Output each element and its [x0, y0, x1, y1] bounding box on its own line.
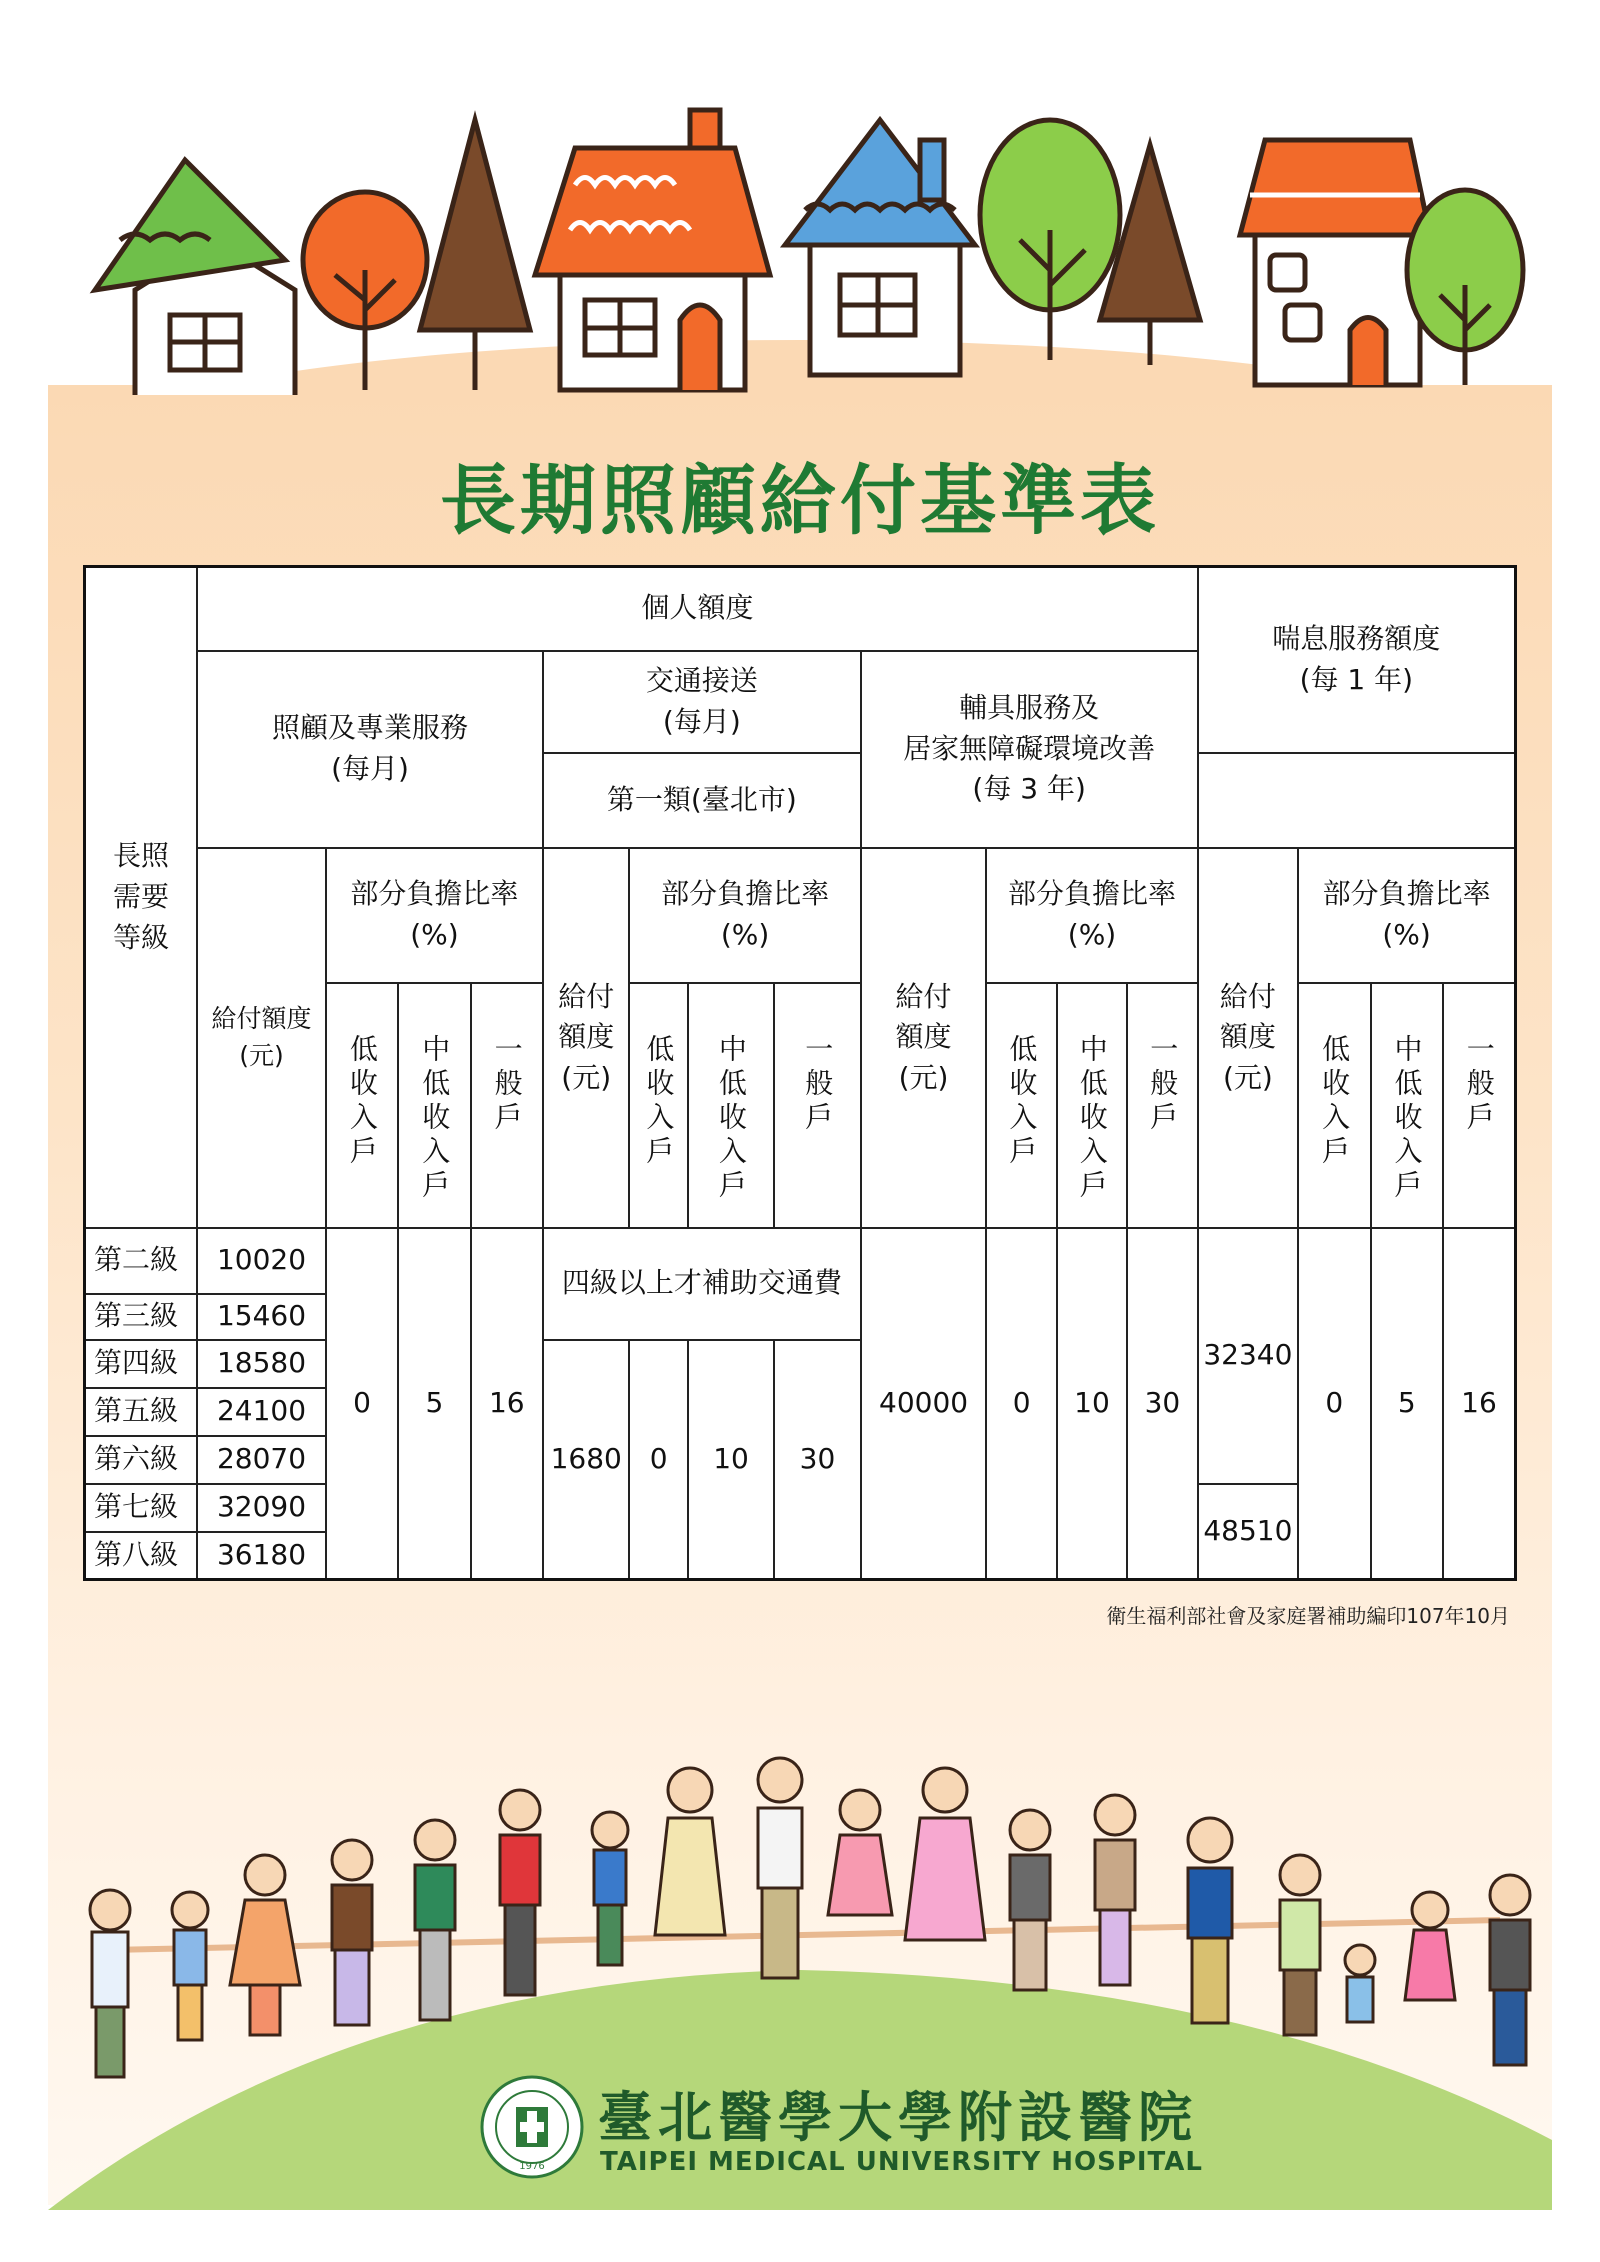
orange-tree — [303, 192, 427, 390]
person — [828, 1790, 892, 1915]
person — [172, 1892, 208, 2040]
care-ratio-label: 部分負擔比率 (%) — [326, 848, 543, 983]
respite-ratio-low: 0 — [1298, 1228, 1370, 1580]
transport-low-income: 低收入戶 — [629, 983, 687, 1228]
transport-general: 一般戶 — [774, 983, 860, 1228]
assistive-ratio-mid-low: 10 — [1057, 1228, 1127, 1580]
person — [1490, 1875, 1530, 2065]
level-name: 第七級 — [85, 1484, 198, 1532]
assistive-ratio-general: 30 — [1127, 1228, 1197, 1580]
respite-amount-b: 48510 — [1198, 1484, 1299, 1580]
care-header: 照顧及專業服務 (每月) — [197, 651, 543, 848]
level-name: 第六級 — [85, 1436, 198, 1484]
transport-amount-label: 給付 額度 (元) — [543, 848, 629, 1228]
transport-ratio-low: 0 — [629, 1340, 687, 1580]
assistive-amount: 40000 — [861, 1228, 987, 1580]
green-tree-right — [1407, 190, 1523, 385]
person — [655, 1768, 725, 1935]
respite-header-spacer — [1198, 753, 1516, 848]
person — [1095, 1795, 1135, 1985]
level-name: 第五級 — [85, 1388, 198, 1436]
page-title: 長期照顧給付基準表 — [440, 456, 1160, 545]
person — [1280, 1855, 1320, 2035]
green-roof-house — [95, 160, 295, 395]
assistive-header: 輔具服務及 居家無障礙環境改善 (每 3 年) — [861, 651, 1198, 848]
level-name: 第三級 — [85, 1294, 198, 1340]
care-ratio-low: 0 — [326, 1228, 398, 1580]
respite-general: 一般戶 — [1443, 983, 1516, 1228]
person — [415, 1820, 455, 2020]
assistive-low-income: 低收入戶 — [986, 983, 1056, 1228]
level-amount: 32090 — [197, 1484, 326, 1532]
level-amount: 36180 — [197, 1532, 326, 1580]
transport-note: 四級以上才補助交通費 — [543, 1228, 861, 1340]
level-name: 第二級 — [85, 1228, 198, 1294]
assistive-ratio-low: 0 — [986, 1228, 1056, 1580]
green-tree — [980, 120, 1120, 360]
respite-mid-low-income: 中低收入戶 — [1371, 983, 1443, 1228]
hospital-logo — [480, 2075, 1203, 2185]
houses-illustration — [0, 0, 1600, 420]
people-holding-hands-illustration — [0, 1720, 1600, 2100]
blue-roof-house — [785, 120, 975, 375]
person — [1405, 1892, 1455, 2000]
level-header: 長照 需要 等級 — [85, 567, 198, 1228]
care-general: 一般戶 — [471, 983, 543, 1228]
assistive-amount-label: 給付 額度 (元) — [861, 848, 987, 1228]
care-mid-low-income: 中低收入戶 — [398, 983, 470, 1228]
red-roof-house — [535, 110, 770, 390]
person — [1010, 1810, 1050, 1990]
person — [592, 1812, 628, 1965]
person — [905, 1768, 985, 1940]
respite-header: 喘息服務額度 (每 1 年) — [1198, 567, 1516, 753]
personal-quota-header: 個人額度 — [197, 567, 1197, 651]
footnote: 衛生福利部社會及家庭署補助編印107年10月 — [1106, 1604, 1510, 1628]
person — [500, 1790, 540, 1995]
person — [1188, 1818, 1232, 2023]
level-name: 第四級 — [85, 1340, 198, 1388]
care-ratio-mid-low: 5 — [398, 1228, 470, 1580]
person — [758, 1758, 802, 1978]
person — [1345, 1945, 1375, 2022]
level-amount: 15460 — [197, 1294, 326, 1340]
person — [332, 1840, 372, 2025]
level-amount: 18580 — [197, 1340, 326, 1388]
hospital-name-en: TAIPEI MEDICAL UNIVERSITY HOSPITAL — [600, 2147, 1203, 2177]
respite-ratio-general: 16 — [1443, 1228, 1516, 1580]
level-amount: 10020 — [197, 1228, 326, 1294]
person — [90, 1890, 130, 2077]
benefit-table-container — [83, 565, 1517, 1578]
transport-ratio-mid-low: 10 — [688, 1340, 774, 1580]
level-amount: 28070 — [197, 1436, 326, 1484]
transport-subtitle: 第一類(臺北市) — [543, 753, 861, 848]
brown-cone-tree — [420, 120, 530, 390]
hospital-name-zh: 臺北醫學大學附設醫院 — [598, 2085, 1198, 2149]
seal-year: 1976 — [519, 2161, 545, 2172]
transport-amount: 1680 — [543, 1340, 629, 1580]
assistive-general: 一般戶 — [1127, 983, 1197, 1228]
assistive-mid-low-income: 中低收入戶 — [1057, 983, 1127, 1228]
transport-ratio-general: 30 — [774, 1340, 860, 1580]
care-low-income: 低收入戶 — [326, 983, 398, 1228]
level-name: 第八級 — [85, 1532, 198, 1580]
care-amount-label: 給付額度 (元) — [197, 848, 326, 1228]
respite-amount-a: 32340 — [1198, 1228, 1299, 1484]
level-amount: 24100 — [197, 1388, 326, 1436]
respite-ratio-label: 部分負擔比率 (%) — [1298, 848, 1515, 983]
transport-mid-low-income: 中低收入戶 — [688, 983, 774, 1228]
respite-ratio-mid-low: 5 — [1371, 1228, 1443, 1580]
assistive-ratio-label: 部分負擔比率 (%) — [986, 848, 1197, 983]
hospital-seal-icon — [480, 2075, 584, 2179]
white-house — [1240, 140, 1430, 385]
person — [230, 1855, 300, 2035]
transport-header: 交通接送 (每月) — [543, 651, 861, 753]
respite-amount-label: 給付 額度 (元) — [1198, 848, 1299, 1228]
transport-ratio-label: 部分負擔比率 (%) — [629, 848, 860, 983]
respite-low-income: 低收入戶 — [1298, 983, 1370, 1228]
care-ratio-general: 16 — [471, 1228, 543, 1580]
benefit-table — [83, 565, 1517, 1581]
